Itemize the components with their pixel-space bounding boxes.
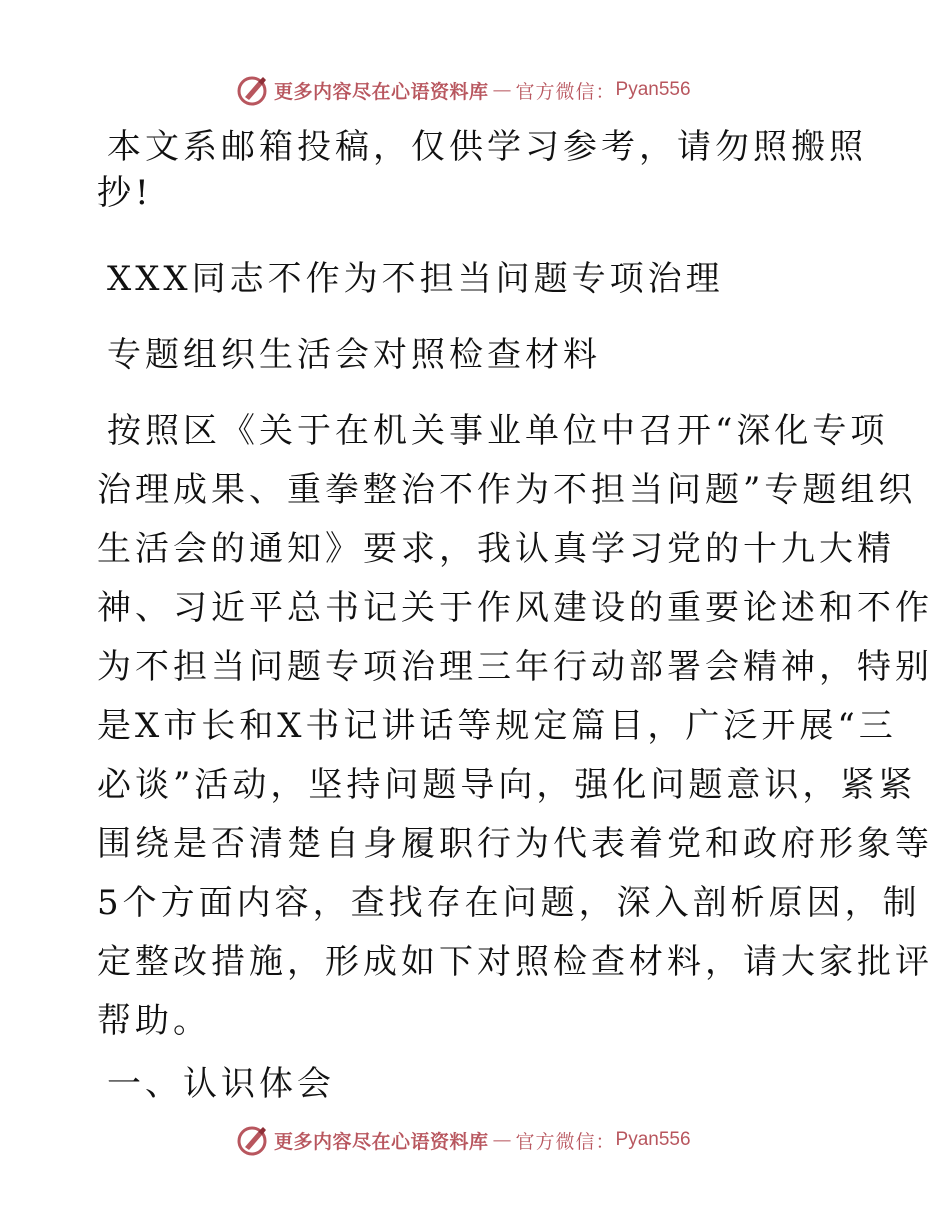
notice-line: 本文系邮箱投稿，仅供学习参考，请勿照搬照 [107, 127, 867, 167]
notice-line: 抄! [97, 173, 153, 213]
watermark-text: 更多内容尽在心语资料库 [274, 1130, 489, 1153]
body-line: 按照区《关于在机关事业单位中召开“深化专项 [107, 411, 889, 451]
watermark-footer [236, 1122, 691, 1158]
watermark-dash: — [492, 1129, 512, 1151]
watermark-label: 官方微信： [515, 1130, 616, 1153]
body-line: 神、习近平总书记关于作风建设的重要论述和不作 [97, 588, 933, 628]
body-line: 为不担当问题专项治理三年行动部署会精神，特别 [97, 647, 933, 687]
pen-logo-icon [236, 1123, 270, 1157]
watermark-header [236, 72, 691, 108]
watermark-id: Pyan556 [615, 79, 691, 100]
notice-paragraph [97, 124, 867, 216]
watermark-text: 更多内容尽在心语资料库 [274, 80, 489, 103]
body-line: 生活会的通知》要求，我认真学习党的十九大精 [97, 529, 895, 569]
body-line: 定整改措施，形成如下对照检查材料，请大家批评 [97, 942, 933, 982]
section-heading: 一、认识体会 [107, 1064, 335, 1104]
body-line: 治理成果、重拳整治不作为不担当问题”专题组织 [97, 470, 917, 510]
document-title-line-1: XXX同志不作为不担当问题专项治理 [107, 259, 724, 299]
body-line: 围绕是否清楚自身履职行为代表着党和政府形象等 [97, 824, 933, 864]
body-line: 是X市长和X书记讲话等规定篇目，广泛开展“三 [97, 706, 897, 746]
watermark-dash: — [492, 79, 512, 101]
watermark-label: 官方微信： [515, 80, 616, 103]
watermark-id: Pyan556 [615, 1129, 691, 1150]
pen-logo-icon [236, 73, 270, 107]
body-paragraph [97, 408, 933, 1044]
document-title-line-2: 专题组织生活会对照检查材料 [107, 335, 601, 375]
body-line: 帮助。 [97, 1001, 211, 1041]
body-line: 5个方面内容，查找存在问题，深入剖析原因，制 [97, 883, 921, 923]
body-line: 必谈”活动，坚持问题导向，强化问题意识，紧紧 [97, 765, 917, 805]
